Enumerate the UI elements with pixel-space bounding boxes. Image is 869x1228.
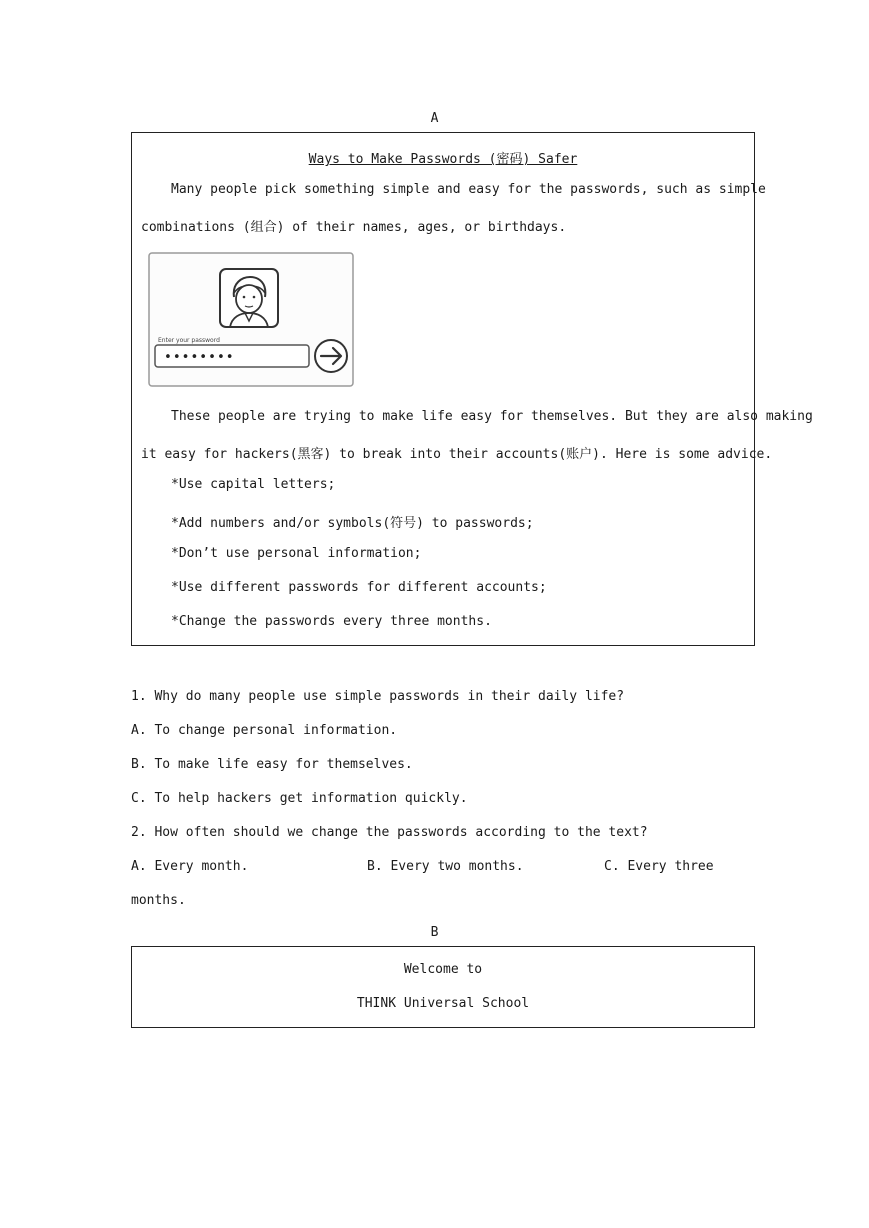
question-1-option-a: A. To change personal information. — [131, 723, 398, 738]
masked-password: •••••••• — [164, 350, 235, 365]
passage-a-title-text: Ways to Make Passwords (密码) Safer — [308, 152, 578, 167]
para2-line-2: it easy for hackers(黑客) to break into their accounts(账户). Here is some advice. — [141, 447, 773, 462]
arrow-right-icon — [315, 340, 347, 372]
password-field-label: Enter your password — [158, 337, 220, 344]
passage-b-heading-line-1: Welcome to — [403, 962, 483, 977]
advice-item: *Don’t use personal information; — [171, 546, 422, 561]
intro-line-2: combinations (组合) of their names, ages, or birthdays. — [141, 220, 567, 235]
intro-line-1: Many people pick something simple and easy for the passwords, such as simple — [171, 182, 766, 197]
question-2: 2. How often should we change the passwords according to the text? — [131, 825, 648, 840]
question-1-option-b: B. To make life easy for themselves. — [131, 757, 413, 772]
advice-item: *Change the passwords every three months. — [171, 614, 492, 629]
section-b-label: B — [430, 925, 439, 940]
passage-a-box — [131, 132, 755, 646]
question-2-option-b: B. Every two months. — [367, 859, 524, 874]
question-2-option-a: A. Every month. — [131, 859, 249, 874]
advice-item: *Use capital letters; — [171, 477, 336, 492]
section-a-label: A — [430, 111, 439, 126]
user-avatar-icon — [220, 269, 278, 327]
advice-item: *Add numbers and/or symbols(符号) to passwords; — [171, 516, 534, 531]
advice-item: *Use different passwords for different accounts; — [171, 580, 547, 595]
passage-b-heading-line-2: THINK Universal School — [356, 996, 530, 1011]
question-1: 1. Why do many people use simple passwords in their daily life? — [131, 689, 625, 704]
password-login-illustration — [146, 251, 356, 389]
question-2-option-c: C. Every three — [604, 859, 714, 874]
question-1-option-c: C. To help hackers get information quickly. — [131, 791, 468, 806]
passage-b-box — [131, 946, 755, 1028]
passage-a-title — [132, 148, 754, 167]
question-2-option-c-continued: months. — [131, 893, 186, 908]
para2-line-1: These people are trying to make life easy for themselves. But they are also making — [171, 409, 813, 424]
